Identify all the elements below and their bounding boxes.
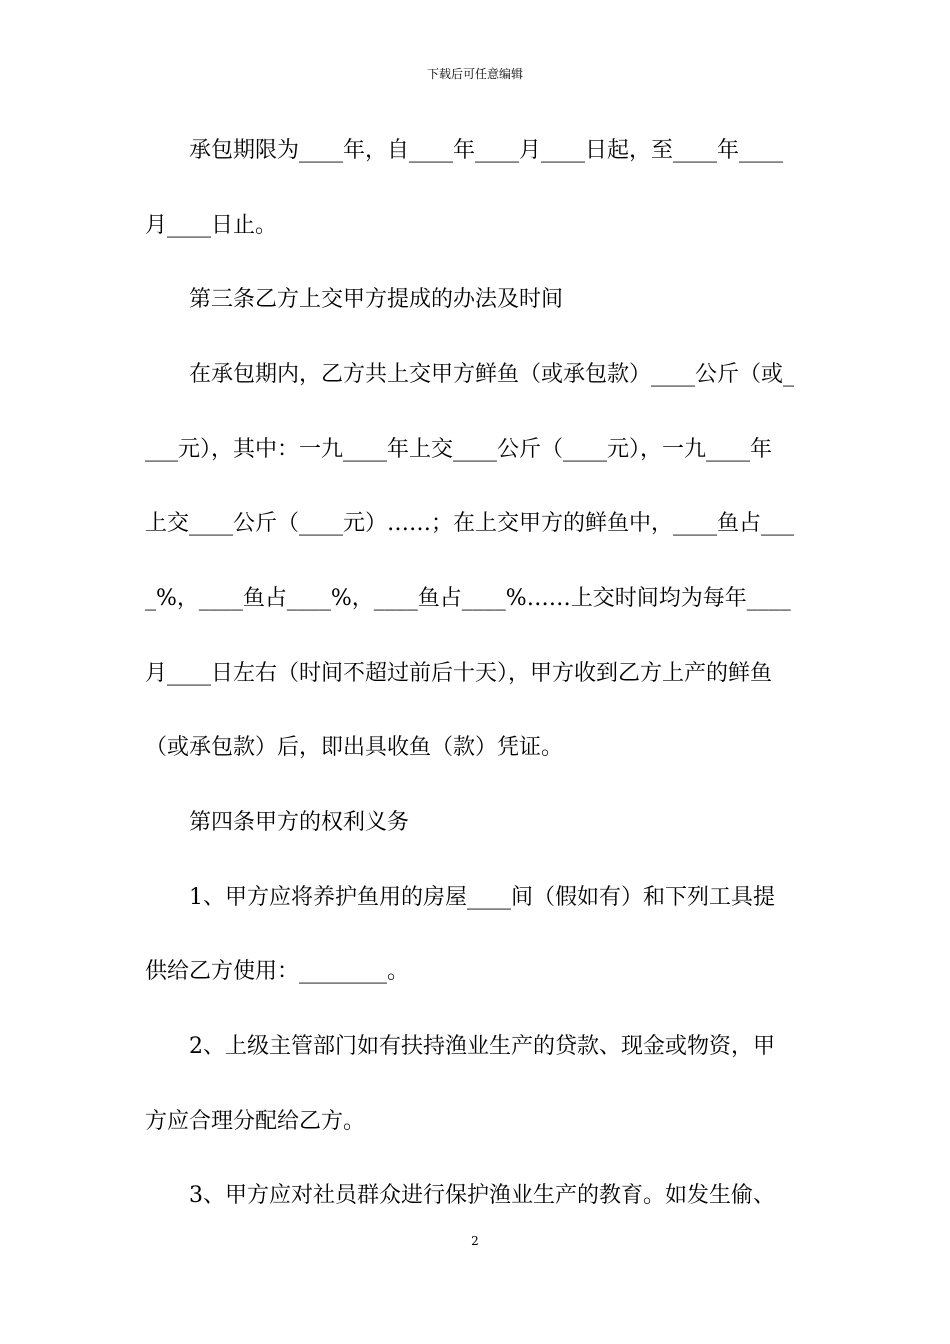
paragraph-line: 2、上级主管部门如有扶持渔业生产的贷款、现金或物资，甲: [145, 1034, 775, 1059]
paragraph-line: 承包期限为____年，自____年____月____日起，至____年____: [145, 138, 784, 163]
paragraph-line: 上交____公斤（____元）……；在上交甲方的鲜鱼中，____鱼占___: [145, 511, 795, 536]
section-heading: 第四条甲方的权利义务: [145, 810, 410, 835]
paragraph-line: 月____日止。: [145, 213, 278, 238]
paragraph-line: 1、甲方应将养护鱼用的房屋____间（假如有）和下列工具提: [145, 885, 775, 910]
paragraph-line: _%，____鱼占____%，____鱼占____%……上交时间均为每年____: [145, 586, 791, 611]
paragraph-line: 3、甲方应对社员群众进行保护渔业生产的教育。如发生偷、: [145, 1183, 775, 1208]
page-header: 下载后可任意编辑: [426, 67, 523, 81]
paragraph-line: 在承包期内，乙方共上交甲方鲜鱼（或承包款）____公斤（或_: [145, 362, 795, 387]
paragraph-line: ___元），其中：一九____年上交____公斤（____元），一九____年: [145, 437, 773, 462]
paragraph-line: 月____日左右（时间不超过前后十天），甲方收到乙方上产的鲜鱼: [145, 661, 773, 686]
section-heading: 第三条乙方上交甲方提成的办法及时间: [145, 287, 564, 312]
paragraph-line: （或承包款）后，即出具收鱼（款）凭证。: [145, 735, 564, 760]
paragraph-line: 方应合理分配给乙方。: [145, 1109, 366, 1134]
paragraph-line: 供给乙方使用：________。: [145, 959, 410, 984]
page-number: 2: [471, 1234, 479, 1248]
